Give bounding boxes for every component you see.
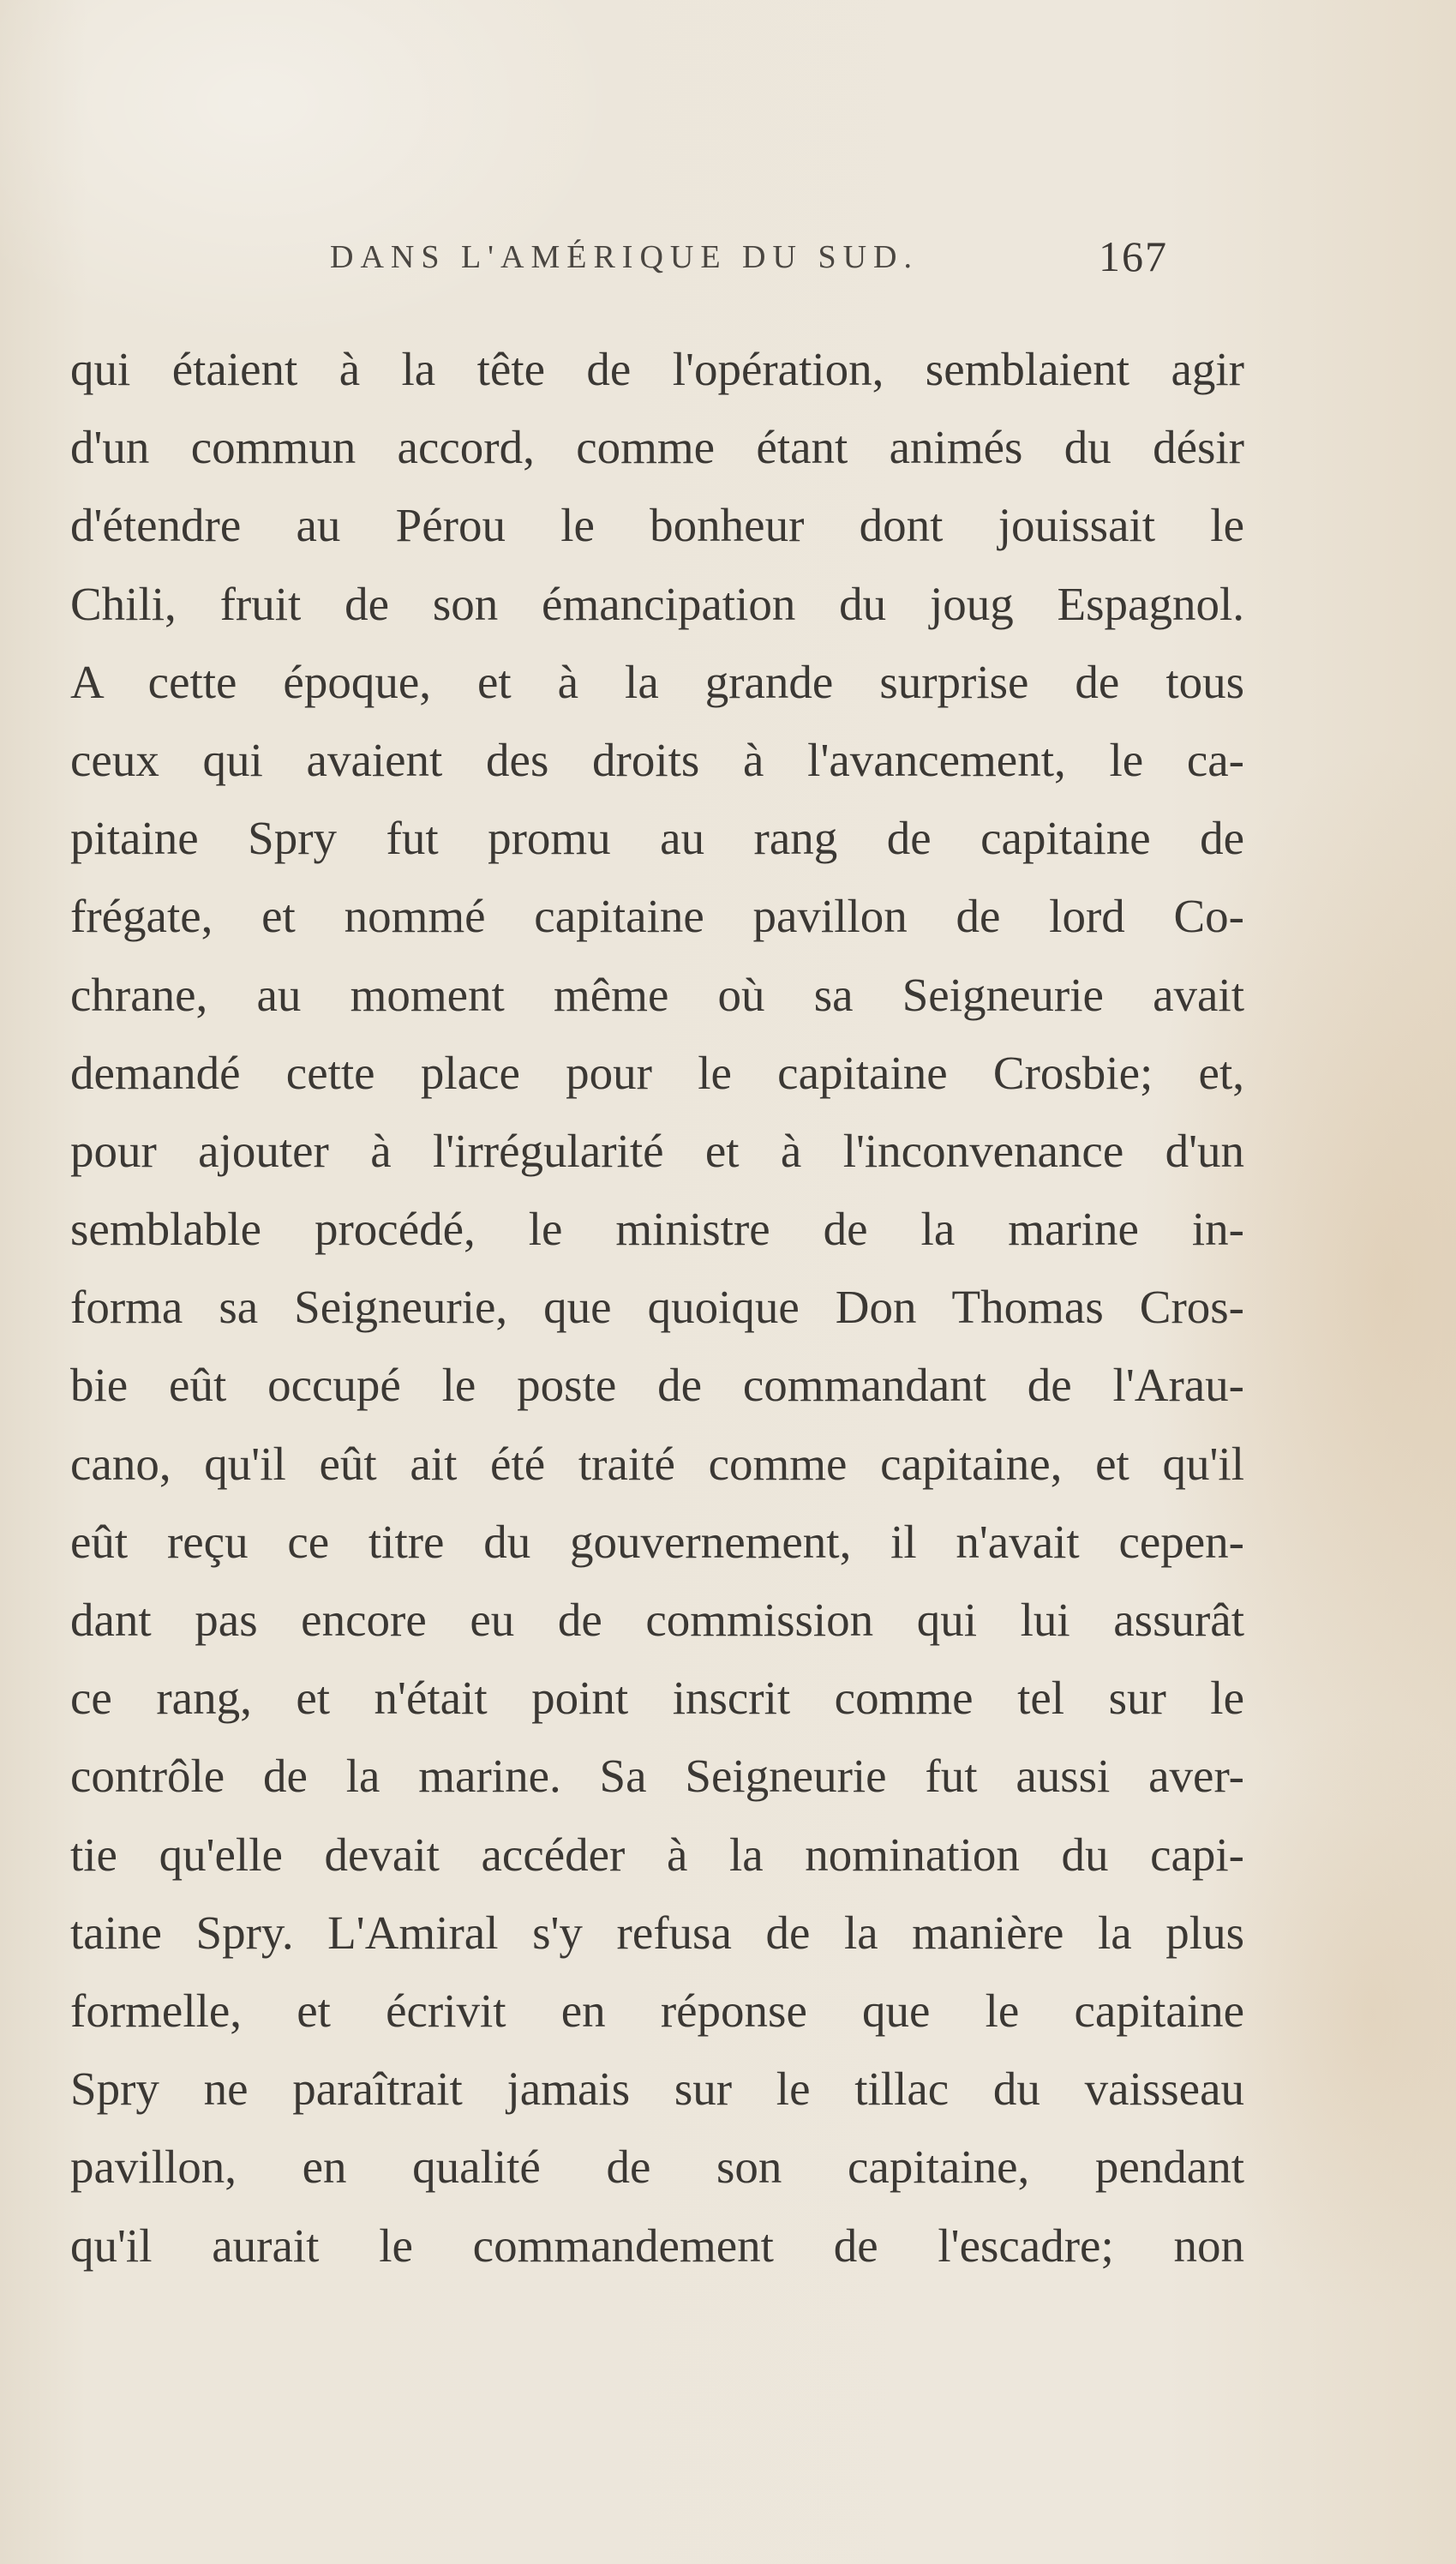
text-line: ceux qui avaient des droits à l'avancement, le ca-	[70, 733, 1244, 786]
text-line: frégate, et nommé capitaine pavillon de lord Co-	[70, 890, 1244, 943]
text-line: Chili, fruit de son émancipation du joug Espagnol.	[70, 577, 1244, 630]
text-line: dant pas encore eu de commission qui lui assurât	[70, 1594, 1244, 1646]
text-line: forma sa Seigneurie, que quoique Don Thomas Cros-	[70, 1281, 1244, 1334]
page-number: 167	[1099, 232, 1168, 280]
text-line: demandé cette place pour le capitaine Crosbie; et,	[70, 1046, 1244, 1099]
text-line: contrôle de la marine. Sa Seigneurie fut aussi aver-	[70, 1750, 1244, 1803]
text-line: pour ajouter à l'irrégularité et à l'inconvenance d'un	[70, 1124, 1244, 1177]
text-line: pavillon, en qualité de son capitaine, pendant	[70, 2141, 1244, 2194]
text-line: qui étaient à la tête de l'opération, semblaient agir	[70, 343, 1244, 395]
text-line: cano, qu'il eût ait été traité comme capitaine, et qu'il	[70, 1437, 1244, 1490]
text-line: qu'il aurait le commandement de l'escadre; non	[70, 2219, 1244, 2272]
text-line: formelle, et écrivit en réponse que le capitaine	[70, 1984, 1244, 2037]
running-head: DANS L'AMÉRIQUE DU SUD.	[330, 239, 919, 275]
text-line: tie qu'elle devait accéder à la nomination du capi-	[70, 1828, 1244, 1881]
text-line: ce rang, et n'était point inscrit comme tel sur le	[70, 1672, 1244, 1725]
text-line: bie eût occupé le poste de commandant de l'Arau-	[70, 1359, 1244, 1412]
text-line: d'étendre au Pérou le bonheur dont jouissait le	[70, 499, 1244, 552]
text-line: chrane, au moment même où sa Seigneurie avait	[70, 968, 1244, 1021]
text-line: eût reçu ce titre du gouvernement, il n'avait cepen-	[70, 1515, 1244, 1568]
text-line: Spry ne paraîtrait jamais sur le tillac du vaisseau	[70, 2063, 1244, 2116]
body-text	[70, 330, 1244, 2285]
text-line: semblable procédé, le ministre de la marine in-	[70, 1203, 1244, 1256]
text-line: A cette époque, et à la grande surprise de tous	[70, 655, 1244, 708]
text-line: pitaine Spry fut promu au rang de capitaine de	[70, 812, 1244, 865]
text-line: taine Spry. L'Amiral s'y refusa de la manière la plus	[70, 1906, 1244, 1959]
text-line: d'un commun accord, comme étant animés du désir	[70, 421, 1244, 474]
